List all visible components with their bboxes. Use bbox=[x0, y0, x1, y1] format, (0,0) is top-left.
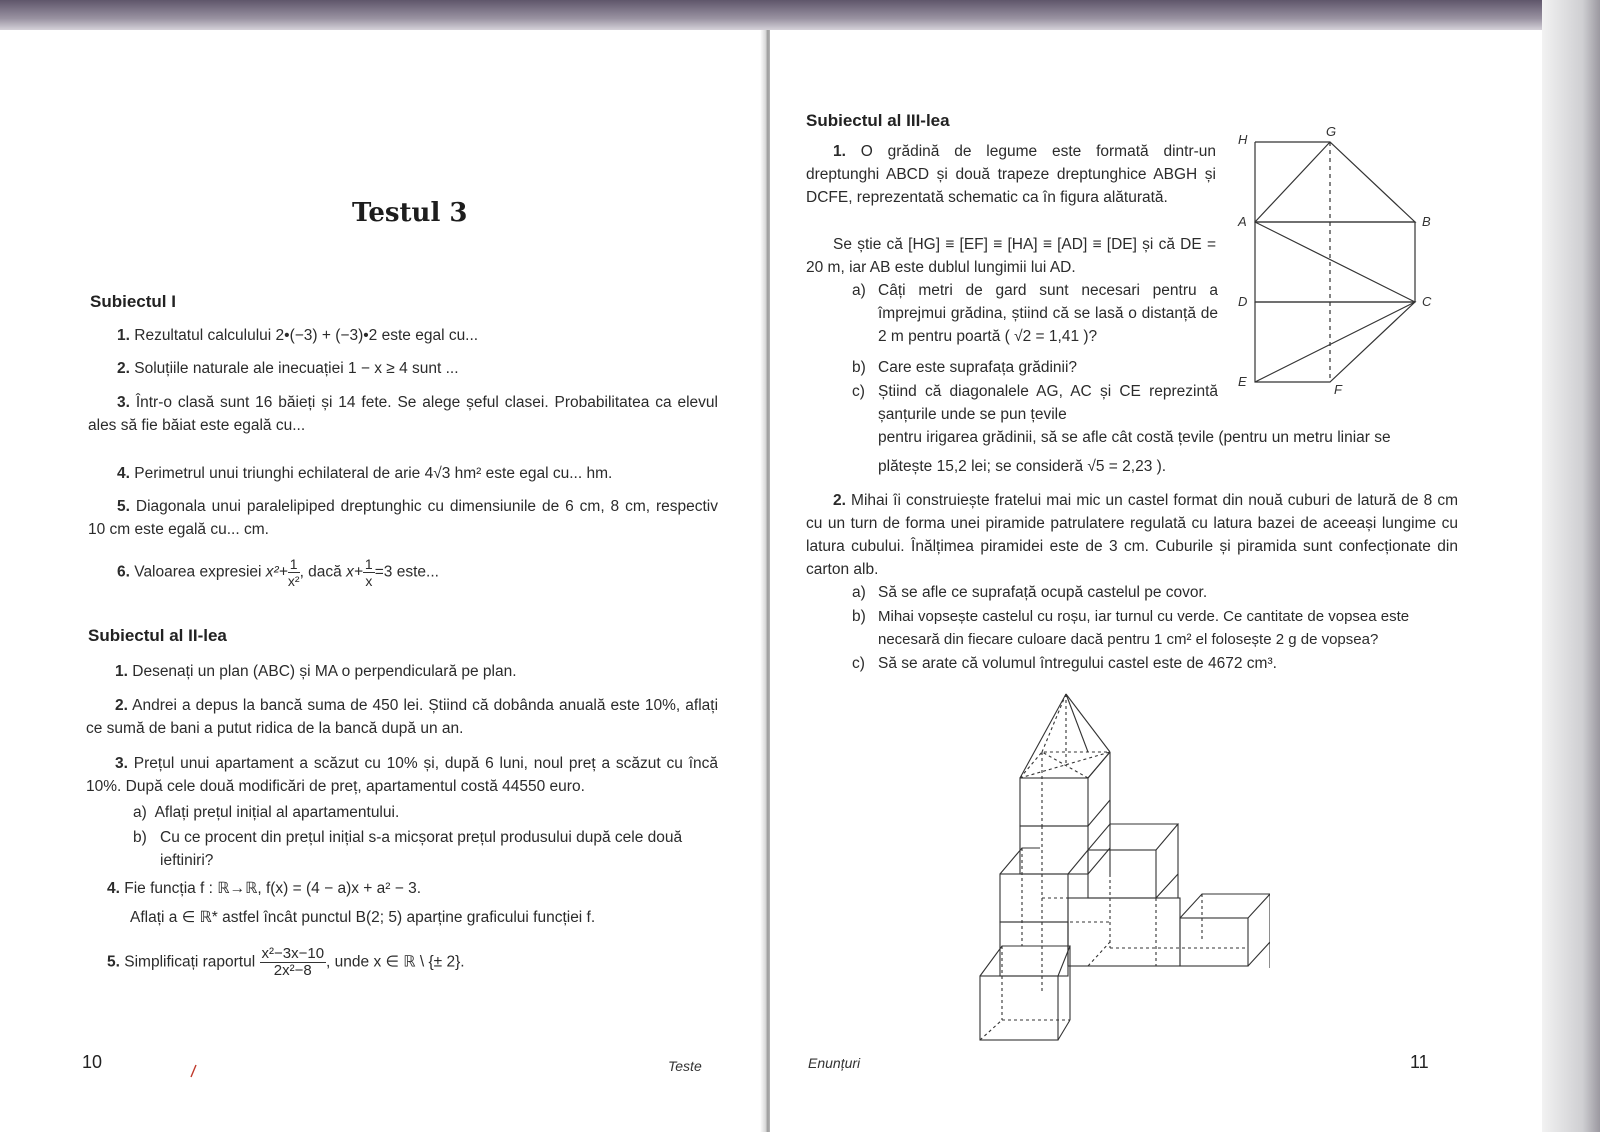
cube-middle-right bbox=[1088, 824, 1178, 898]
problem-3-1-c-line2: pentru irigarea grădinii, să se afle cât costă țevile (pentru un metru liniar se bbox=[878, 429, 1391, 446]
pyramid-tower bbox=[1020, 694, 1110, 778]
exercise-text: Diagonala unui paralelipiped dreptunghic cu dimensiunile de 6 cm, 8 cm, respectiv 10 cm este egală cu... cm. bbox=[88, 498, 718, 538]
exercise-text: Mihai îi construiește fratelui mai mic un castel format din nouă cuburi de latură de 8 cm cu un turn de forma unei piramide patrulatere regulată cu latura bazei de aceeași lungime cu latura cubului. Înălțimea piramidei este de 3 cm. Cuburile și piramida sunt confecționate din carton alb. bbox=[806, 492, 1458, 578]
problem-3-1-given: Se știe că [HG] ≡ [EF] ≡ [HA] ≡ [AD] ≡ [DE] și că DE = 20 m, iar AB este dublul lungimii lui AD. bbox=[806, 236, 1216, 276]
fraction-numerator: x²−3x−10 bbox=[261, 945, 325, 962]
exercise-1-6 bbox=[117, 556, 717, 589]
exercise-1-5 bbox=[88, 495, 718, 541]
exercise-number: 1. bbox=[833, 143, 846, 160]
label-d: D bbox=[1238, 294, 1248, 309]
page-title: Testul 3 bbox=[352, 198, 468, 228]
exercise-number: 1. bbox=[117, 327, 130, 344]
exercise-number: 1. bbox=[115, 663, 128, 680]
diagonal-ac bbox=[1255, 222, 1415, 302]
exercise-text: , dacă bbox=[299, 563, 342, 581]
exercise-2-3-a bbox=[133, 801, 723, 824]
cube-middle-left bbox=[1000, 848, 1088, 922]
exercise-number: 6. bbox=[117, 563, 130, 581]
exercise-text: Într-o clasă sunt 16 băieți și 14 fete. Se alege șeful clasei. Probabilitatea ca elevul ales să fie băiat este egală cu... bbox=[88, 394, 718, 434]
scan-right-edge bbox=[1542, 0, 1600, 1132]
exercise-2-3-b: Cu ce procent din prețul inițial s-a micșorat prețul produsului după cele două ieftiniri? bbox=[160, 829, 683, 869]
problem-3-2 bbox=[806, 489, 1458, 581]
math-term: x²+ bbox=[265, 563, 288, 581]
exercise-2-4-line2: Aflați a ∈ ℝ* astfel încât punctul B(2; 5) aparține graficului funcției f. bbox=[130, 909, 596, 926]
section-heading-subiectul-3: Subiectul al III-lea bbox=[806, 111, 950, 130]
exercise-2-4 bbox=[107, 877, 727, 900]
fraction-denominator: x bbox=[365, 573, 373, 589]
sub-item-letter: c) bbox=[852, 655, 865, 672]
scan-top-band bbox=[0, 0, 1600, 34]
problem-3-1-b: Care este suprafața grădinii? bbox=[878, 359, 1078, 376]
label-b: B bbox=[1422, 214, 1431, 229]
label-a: A bbox=[1238, 214, 1247, 229]
sub-item-letter: a) bbox=[852, 282, 866, 299]
castle-figure bbox=[970, 690, 1270, 1060]
math-term: =3 bbox=[374, 563, 393, 581]
fraction-numerator: 1 bbox=[289, 556, 298, 572]
pen-mark bbox=[188, 1064, 200, 1078]
exercise-2-2 bbox=[86, 694, 718, 740]
fraction-denominator: 2x²−8 bbox=[273, 962, 312, 979]
label-g: G bbox=[1326, 124, 1337, 139]
exercise-number: 4. bbox=[117, 465, 130, 482]
exercise-text: Desenați un plan (ABC) și MA o perpendiculară pe plan. bbox=[132, 663, 517, 680]
diagonal-ag bbox=[1255, 142, 1330, 222]
exercise-text: Rezultatul calculului 2•(−3) + (−3)•2 este egal cu... bbox=[134, 327, 479, 344]
cube-lower-right bbox=[1180, 894, 1270, 968]
page-footer: Enunțuri bbox=[808, 1055, 861, 1071]
cube-top bbox=[1020, 752, 1110, 826]
sub-item-letter: a) bbox=[133, 804, 147, 821]
exercise-1-4 bbox=[117, 462, 717, 485]
problem-3-1-a: Câți metri de gard sunt necesari pentru a împrejmui grădina, știind că se lasă o distanță de 2 m pentru poartă ( √2 = 1,41 )? bbox=[878, 282, 1218, 345]
label-e: E bbox=[1238, 374, 1247, 389]
exercise-text: O grădină de legume este formată dintr-un dreptunghi ABCD și două trapeze dreptunghice ABGH și DCFE, reprezentată schematic ca în figura alăturată. bbox=[806, 143, 1217, 206]
exercise-number: 5. bbox=[107, 953, 120, 971]
exercise-number: 2. bbox=[833, 492, 846, 509]
exercise-2-3 bbox=[86, 752, 718, 798]
exercise-text: Fie funcția f : ℝ→ℝ, f(x) = (4 − a)x + a² − 3. bbox=[124, 880, 422, 897]
fraction-numerator: 1 bbox=[364, 556, 373, 572]
cube-lower-center bbox=[1068, 898, 1180, 966]
garden-figure bbox=[1230, 120, 1470, 400]
problem-3-2-b: Mihai vopsește castelul cu roșu, iar turnul cu verde. Ce cantitate de vopsea este necesară din fiecare culoare dacă pentru 1 cm² el folosește 2 g de vopsea? bbox=[878, 608, 1410, 648]
exercise-text: Andrei a depus la bancă suma de 450 lei. Știind că dobânda anuală este 10%, aflați ce sumă de bani a putut ridica de la bancă după un an. bbox=[86, 697, 719, 737]
problem-3-2-c: Să se arate că volumul întregului castel este de 4672 cm³. bbox=[878, 655, 1277, 672]
fraction bbox=[288, 556, 300, 589]
cube-middle bbox=[1020, 800, 1110, 874]
exercise-number: 5. bbox=[117, 498, 130, 515]
problem-3-2-a: Să se afle ce suprafață ocupă castelul pe covor. bbox=[878, 584, 1208, 601]
fraction bbox=[260, 946, 327, 979]
problem-3-1-c-line3: plătește 15,2 lei; se consideră √5 = 2,23 ). bbox=[878, 458, 1167, 475]
problem-3-1-c: Știind că diagonalele AG, AC și CE reprezintă șanțurile unde se pun țevile bbox=[878, 383, 1218, 423]
exercise-number: 4. bbox=[107, 880, 120, 897]
label-f: F bbox=[1334, 382, 1342, 397]
exercise-text: Perimetrul unui triunghi echilateral de arie 4√3 hm² este egal cu... hm. bbox=[134, 465, 613, 482]
label-h: H bbox=[1238, 132, 1248, 147]
exercise-number: 2. bbox=[115, 697, 128, 714]
label-c: C bbox=[1422, 294, 1432, 309]
section-heading-subiectul-1: Subiectul I bbox=[90, 292, 176, 311]
exercise-text: Prețul unui apartament a scăzut cu 10% și, după 6 luni, noul preț a scăzut cu încă 10%. După cele două modificări de preț, apartamentul costă 44550 euro. bbox=[86, 755, 718, 795]
page-number: 10 bbox=[82, 1052, 103, 1072]
trapezoid-abgh bbox=[1255, 142, 1415, 222]
diagonal-ce bbox=[1255, 302, 1415, 382]
sub-item-letter: b) bbox=[852, 608, 866, 625]
sub-item-letter: c) bbox=[852, 383, 865, 400]
section-heading-subiectul-2: Subiectul al II-lea bbox=[88, 626, 227, 645]
sub-item-letter: a) bbox=[852, 584, 866, 601]
problem-3-1-intro bbox=[806, 140, 1216, 209]
exercise-2-5 bbox=[107, 946, 727, 979]
page-footer: Teste bbox=[668, 1058, 702, 1074]
exercise-number: 3. bbox=[115, 755, 128, 772]
sub-item-letter: b) bbox=[852, 359, 866, 376]
exercise-text: , unde x ∈ ℝ \ {± 2}. bbox=[326, 953, 465, 971]
exercise-text: Simplificați raportul bbox=[124, 953, 256, 971]
sub-item-letter: b) bbox=[133, 829, 147, 846]
exercise-1-1 bbox=[117, 324, 717, 347]
exercise-2-1 bbox=[115, 660, 715, 683]
exercise-number: 2. bbox=[117, 360, 130, 377]
fraction bbox=[363, 556, 375, 589]
math-term: x+ bbox=[346, 563, 363, 581]
page-number: 11 bbox=[1410, 1052, 1429, 1072]
exercise-1-3 bbox=[88, 391, 718, 437]
cube-lower-left bbox=[980, 922, 1070, 1040]
exercise-text: Aflați prețul inițial al apartamentului. bbox=[154, 804, 400, 821]
exercise-number: 3. bbox=[117, 394, 130, 411]
exercise-text: Soluțiile naturale ale inecuației 1 − x ≥ 4 sunt ... bbox=[134, 360, 459, 377]
fraction-denominator: x² bbox=[287, 573, 300, 589]
exercise-text: Valoarea expresiei bbox=[134, 563, 262, 581]
exercise-1-2 bbox=[117, 357, 717, 380]
exercise-text: este... bbox=[396, 563, 439, 581]
